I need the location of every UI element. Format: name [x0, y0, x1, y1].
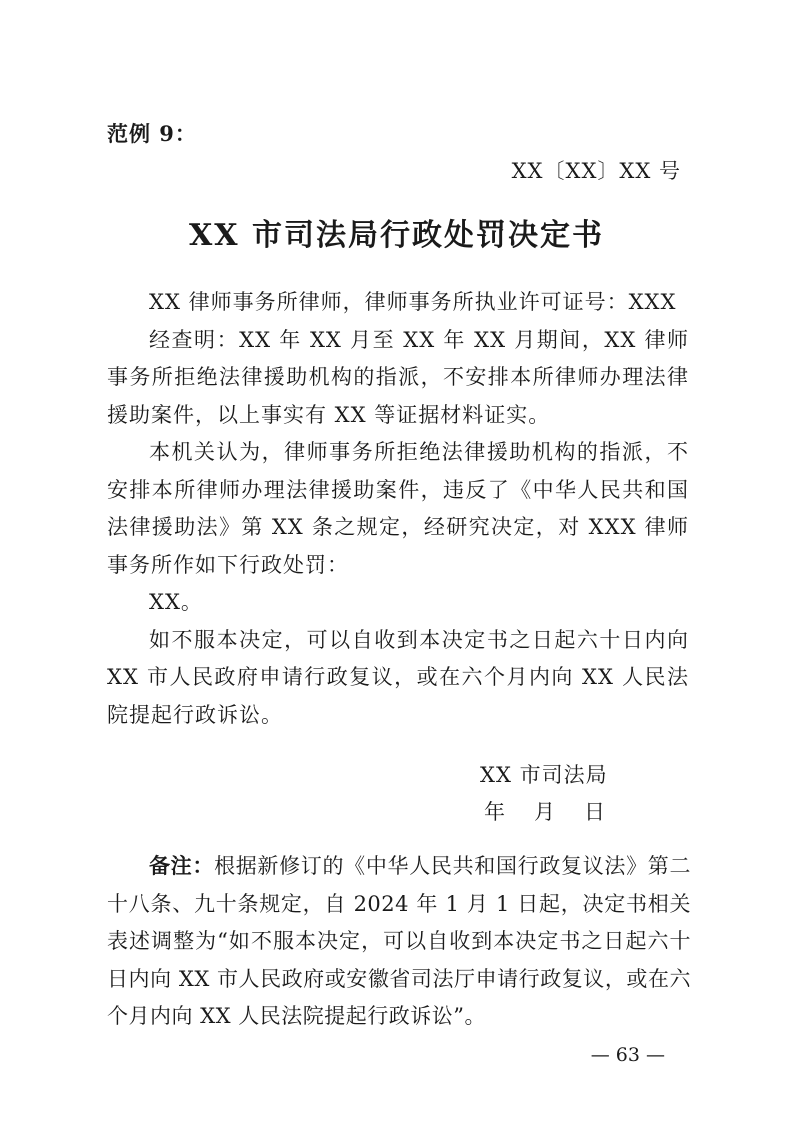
- signature-date: [480, 794, 634, 831]
- document-body: [107, 284, 689, 734]
- document-number: XX〔XX〕XX 号: [511, 159, 681, 183]
- signature-org: XX 市司法局: [480, 763, 608, 787]
- paragraph-decision: 本机关认为，律师事务所拒绝法律援助机构的指派，不安排本所律师办理法律援助案件，违反了《中华人民共和国法律援助法》第 XX 条之规定，经研究决定，对 XXX 律师事务所作如下行政处罚：: [107, 440, 689, 577]
- note-text: 根据新修订的《中华人民共和国行政复议法》第二十八条、九十条规定，自 2024 年 1 月 1 日起，决定书相关表述调整为“如不服本决定，可以自收到本决定书之日起六十日内向 XX 市人民政府或安徽省司法厅申请行政复议，或在六个月内向 XX 人民法院提起行政诉讼”。: [107, 854, 691, 1028]
- example-label: 范例 9：: [107, 121, 197, 146]
- document-title: XX 市司法局行政处罚决定书: [189, 218, 604, 253]
- page-number: — 63 —: [590, 1044, 665, 1066]
- signature-block: [480, 757, 634, 831]
- paragraph-penalty: XX。: [149, 590, 203, 614]
- note-block: [107, 847, 691, 1036]
- date-day: 日: [584, 800, 606, 824]
- date-month: 月: [534, 800, 556, 824]
- note-label: 备注：: [149, 853, 215, 878]
- paragraph-addressee: XX 律师事务所律师，律师事务所执业许可证号：XXX: [149, 290, 677, 314]
- date-year: 年: [484, 800, 506, 824]
- paragraph-appeal: 如不服本决定，可以自收到本决定书之日起六十日内向 XX 市人民政府申请行政复议，或在六个月内向 XX 人民法院提起行政诉讼。: [107, 627, 689, 727]
- paragraph-findings: 经查明：XX 年 XX 月至 XX 年 XX 月期间，XX 律师事务所拒绝法律援助机构的指派，不安排本所律师办理法律援助案件，以上事实有 XX 等证据材料证实。: [107, 327, 689, 427]
